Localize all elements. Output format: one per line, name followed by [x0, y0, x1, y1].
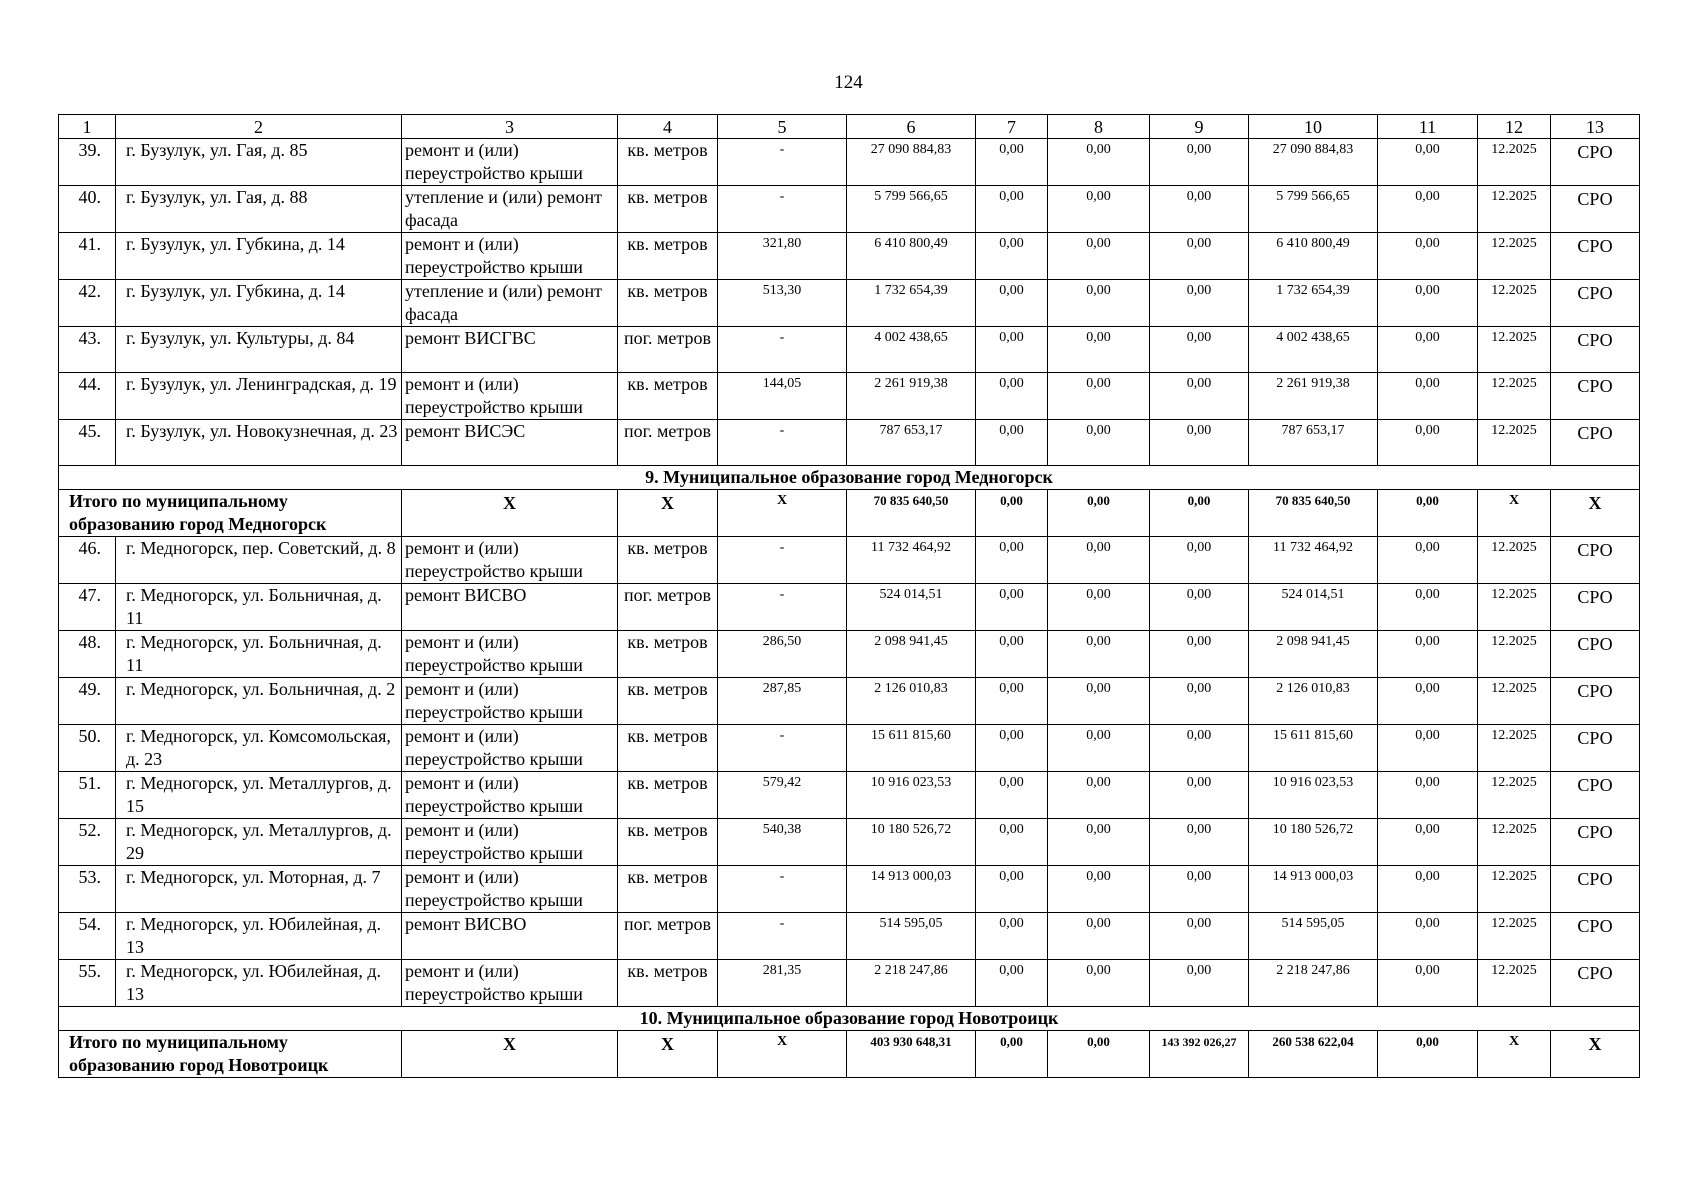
- total-cell: 403 930 648,31: [847, 1031, 976, 1078]
- total-cell: 0,00: [1378, 1031, 1478, 1078]
- fund-cell: 0,00: [976, 139, 1048, 186]
- owners-funds-cell: 514 595,05: [1249, 913, 1378, 960]
- total-cell: 70 835 640,50: [1249, 490, 1378, 537]
- unit-cell: кв. метров: [618, 631, 718, 678]
- unit-cell: пог. метров: [618, 913, 718, 960]
- table-row: [59, 725, 1640, 772]
- table-row: [59, 537, 1640, 584]
- unit-cell: кв. метров: [618, 537, 718, 584]
- contractor-cell: СРО: [1551, 819, 1640, 866]
- other-funds-cell: 0,00: [1378, 280, 1478, 327]
- total-label: Итого по муниципальному образованию город Новотроицк: [59, 1031, 402, 1078]
- budget-cell: 0,00: [1048, 631, 1150, 678]
- total-cost-cell: 514 595,05: [847, 913, 976, 960]
- table-row: [59, 327, 1640, 373]
- total-cost-cell: 6 410 800,49: [847, 233, 976, 280]
- local-budget-cell: 0,00: [1150, 913, 1249, 960]
- table-row: [59, 186, 1640, 233]
- work-type-cell: ремонт и (или) переустройство крыши: [402, 233, 618, 280]
- section-heading-row: [59, 1007, 1640, 1031]
- owners-funds-cell: 11 732 464,92: [1249, 537, 1378, 584]
- unit-cell: кв. метров: [618, 373, 718, 420]
- budget-cell: 0,00: [1048, 537, 1150, 584]
- fund-cell: 0,00: [976, 233, 1048, 280]
- total-cell: Х: [402, 1031, 618, 1078]
- deadline-cell: 12.2025: [1478, 725, 1551, 772]
- contractor-cell: СРО: [1551, 725, 1640, 772]
- budget-cell: 0,00: [1048, 772, 1150, 819]
- other-funds-cell: 0,00: [1378, 772, 1478, 819]
- total-cost-cell: 11 732 464,92: [847, 537, 976, 584]
- local-budget-cell: 0,00: [1150, 725, 1249, 772]
- address-cell: г. Медногорск, ул. Моторная, д. 7: [116, 866, 402, 913]
- contractor-cell: СРО: [1551, 420, 1640, 466]
- work-type-cell: ремонт ВИСЭС: [402, 420, 618, 466]
- owners-funds-cell: 1 732 654,39: [1249, 280, 1378, 327]
- other-funds-cell: 0,00: [1378, 186, 1478, 233]
- total-cell: 0,00: [976, 1031, 1048, 1078]
- buzuluk-rows: [59, 139, 1640, 466]
- total-cell: Х: [618, 1031, 718, 1078]
- deadline-cell: 12.2025: [1478, 631, 1551, 678]
- owners-funds-cell: 2 126 010,83: [1249, 678, 1378, 725]
- section-heading-row: [59, 466, 1640, 490]
- contractor-cell: СРО: [1551, 913, 1640, 960]
- work-type-cell: утепление и (или) ремонт фасада: [402, 186, 618, 233]
- row-number: 42.: [59, 280, 116, 327]
- total-cell: Х: [1478, 490, 1551, 537]
- owners-funds-cell: 27 090 884,83: [1249, 139, 1378, 186]
- owners-funds-cell: 2 098 941,45: [1249, 631, 1378, 678]
- total-cell: 260 538 622,04: [1249, 1031, 1378, 1078]
- column-header: 1: [59, 115, 116, 139]
- column-header: 2: [116, 115, 402, 139]
- budget-cell: 0,00: [1048, 327, 1150, 373]
- local-budget-cell: 0,00: [1150, 584, 1249, 631]
- other-funds-cell: 0,00: [1378, 420, 1478, 466]
- area-cell: -: [718, 327, 847, 373]
- address-cell: г. Бузулук, ул. Губкина, д. 14: [116, 280, 402, 327]
- fund-cell: 0,00: [976, 420, 1048, 466]
- budget-cell: 0,00: [1048, 678, 1150, 725]
- total-cell: Х: [1551, 490, 1640, 537]
- total-cost-cell: 1 732 654,39: [847, 280, 976, 327]
- deadline-cell: 12.2025: [1478, 373, 1551, 420]
- column-header: 7: [976, 115, 1048, 139]
- total-cell: 0,00: [1150, 490, 1249, 537]
- area-cell: 321,80: [718, 233, 847, 280]
- column-number-row: [59, 115, 1640, 139]
- other-funds-cell: 0,00: [1378, 866, 1478, 913]
- work-type-cell: ремонт и (или) переустройство крыши: [402, 772, 618, 819]
- total-cell: 70 835 640,50: [847, 490, 976, 537]
- work-type-cell: ремонт и (или) переустройство крыши: [402, 373, 618, 420]
- column-header: 13: [1551, 115, 1640, 139]
- address-cell: г. Бузулук, ул. Ленинградская, д. 19: [116, 373, 402, 420]
- budget-cell: 0,00: [1048, 584, 1150, 631]
- total-cost-cell: 14 913 000,03: [847, 866, 976, 913]
- budget-cell: 0,00: [1048, 866, 1150, 913]
- unit-cell: пог. метров: [618, 420, 718, 466]
- other-funds-cell: 0,00: [1378, 139, 1478, 186]
- address-cell: г. Бузулук, ул. Губкина, д. 14: [116, 233, 402, 280]
- unit-cell: кв. метров: [618, 960, 718, 1007]
- total-cell: Х: [1478, 1031, 1551, 1078]
- address-cell: г. Медногорск, ул. Больничная, д. 2: [116, 678, 402, 725]
- contractor-cell: СРО: [1551, 960, 1640, 1007]
- other-funds-cell: 0,00: [1378, 327, 1478, 373]
- area-cell: 287,85: [718, 678, 847, 725]
- work-type-cell: ремонт и (или) переустройство крыши: [402, 866, 618, 913]
- total-cell: 0,00: [976, 490, 1048, 537]
- row-number: 51.: [59, 772, 116, 819]
- fund-cell: 0,00: [976, 913, 1048, 960]
- area-cell: 286,50: [718, 631, 847, 678]
- fund-cell: 0,00: [976, 280, 1048, 327]
- row-number: 50.: [59, 725, 116, 772]
- unit-cell: кв. метров: [618, 139, 718, 186]
- owners-funds-cell: 524 014,51: [1249, 584, 1378, 631]
- section-heading: 9. Муниципальное образование город Медногорск: [59, 466, 1640, 490]
- contractor-cell: СРО: [1551, 678, 1640, 725]
- table-row: [59, 913, 1640, 960]
- contractor-cell: СРО: [1551, 537, 1640, 584]
- unit-cell: кв. метров: [618, 819, 718, 866]
- unit-cell: кв. метров: [618, 772, 718, 819]
- total-cost-cell: 2 098 941,45: [847, 631, 976, 678]
- work-type-cell: ремонт ВИСВО: [402, 584, 618, 631]
- local-budget-cell: 0,00: [1150, 186, 1249, 233]
- work-type-cell: ремонт и (или) переустройство крыши: [402, 960, 618, 1007]
- local-budget-cell: 0,00: [1150, 139, 1249, 186]
- contractor-cell: СРО: [1551, 139, 1640, 186]
- deadline-cell: 12.2025: [1478, 420, 1551, 466]
- table-row: [59, 584, 1640, 631]
- fund-cell: 0,00: [976, 373, 1048, 420]
- address-cell: г. Медногорск, ул. Металлургов, д. 15: [116, 772, 402, 819]
- total-cost-cell: 2 126 010,83: [847, 678, 976, 725]
- section-heading: 10. Муниципальное образование город Новотроицк: [59, 1007, 1640, 1031]
- deadline-cell: 12.2025: [1478, 678, 1551, 725]
- row-number: 40.: [59, 186, 116, 233]
- owners-funds-cell: 10 916 023,53: [1249, 772, 1378, 819]
- owners-funds-cell: 2 261 919,38: [1249, 373, 1378, 420]
- address-cell: г. Бузулук, ул. Гая, д. 85: [116, 139, 402, 186]
- local-budget-cell: 0,00: [1150, 420, 1249, 466]
- area-cell: -: [718, 725, 847, 772]
- budget-cell: 0,00: [1048, 186, 1150, 233]
- unit-cell: кв. метров: [618, 678, 718, 725]
- address-cell: г. Медногорск, ул. Юбилейная, д. 13: [116, 913, 402, 960]
- row-number: 41.: [59, 233, 116, 280]
- deadline-cell: 12.2025: [1478, 139, 1551, 186]
- column-header: 5: [718, 115, 847, 139]
- local-budget-cell: 0,00: [1150, 819, 1249, 866]
- column-header: 9: [1150, 115, 1249, 139]
- table-row: [59, 280, 1640, 327]
- contractor-cell: СРО: [1551, 233, 1640, 280]
- fund-cell: 0,00: [976, 631, 1048, 678]
- table-row: [59, 139, 1640, 186]
- row-number: 46.: [59, 537, 116, 584]
- deadline-cell: 12.2025: [1478, 537, 1551, 584]
- budget-cell: 0,00: [1048, 139, 1150, 186]
- deadline-cell: 12.2025: [1478, 584, 1551, 631]
- row-number: 39.: [59, 139, 116, 186]
- owners-funds-cell: 15 611 815,60: [1249, 725, 1378, 772]
- unit-cell: кв. метров: [618, 233, 718, 280]
- total-cost-cell: 15 611 815,60: [847, 725, 976, 772]
- section-10: [59, 1007, 1640, 1078]
- budget-cell: 0,00: [1048, 373, 1150, 420]
- address-cell: г. Медногорск, ул. Больничная, д. 11: [116, 584, 402, 631]
- local-budget-cell: 0,00: [1150, 631, 1249, 678]
- total-row: [59, 490, 1640, 537]
- total-cell: Х: [1551, 1031, 1640, 1078]
- row-number: 44.: [59, 373, 116, 420]
- column-header: 8: [1048, 115, 1150, 139]
- deadline-cell: 12.2025: [1478, 772, 1551, 819]
- area-cell: 281,35: [718, 960, 847, 1007]
- owners-funds-cell: 4 002 438,65: [1249, 327, 1378, 373]
- row-number: 47.: [59, 584, 116, 631]
- address-cell: г. Медногорск, пер. Советский, д. 8: [116, 537, 402, 584]
- budget-cell: 0,00: [1048, 233, 1150, 280]
- deadline-cell: 12.2025: [1478, 819, 1551, 866]
- other-funds-cell: 0,00: [1378, 631, 1478, 678]
- owners-funds-cell: 5 799 566,65: [1249, 186, 1378, 233]
- total-cell: 0,00: [1048, 490, 1150, 537]
- budget-cell: 0,00: [1048, 280, 1150, 327]
- unit-cell: пог. метров: [618, 584, 718, 631]
- area-cell: -: [718, 186, 847, 233]
- local-budget-cell: 0,00: [1150, 327, 1249, 373]
- area-cell: 579,42: [718, 772, 847, 819]
- fund-cell: 0,00: [976, 537, 1048, 584]
- contractor-cell: СРО: [1551, 327, 1640, 373]
- address-cell: г. Медногорск, ул. Больничная, д. 11: [116, 631, 402, 678]
- total-cell: Х: [618, 490, 718, 537]
- table-row: [59, 420, 1640, 466]
- total-label: Итого по муниципальному образованию город Медногорск: [59, 490, 402, 537]
- column-header: 10: [1249, 115, 1378, 139]
- total-cell: Х: [402, 490, 618, 537]
- deadline-cell: 12.2025: [1478, 866, 1551, 913]
- area-cell: 513,30: [718, 280, 847, 327]
- work-type-cell: ремонт ВИСГВС: [402, 327, 618, 373]
- total-cost-cell: 2 218 247,86: [847, 960, 976, 1007]
- total-cost-cell: 10 180 526,72: [847, 819, 976, 866]
- other-funds-cell: 0,00: [1378, 960, 1478, 1007]
- area-cell: -: [718, 537, 847, 584]
- table-row: [59, 819, 1640, 866]
- fund-cell: 0,00: [976, 725, 1048, 772]
- deadline-cell: 12.2025: [1478, 913, 1551, 960]
- column-header: 12: [1478, 115, 1551, 139]
- table-row: [59, 373, 1640, 420]
- table-row: [59, 233, 1640, 280]
- contractor-cell: СРО: [1551, 866, 1640, 913]
- table-row: [59, 678, 1640, 725]
- mednogorsk-rows: [59, 537, 1640, 1007]
- unit-cell: пог. метров: [618, 327, 718, 373]
- budget-cell: 0,00: [1048, 725, 1150, 772]
- other-funds-cell: 0,00: [1378, 725, 1478, 772]
- row-number: 52.: [59, 819, 116, 866]
- owners-funds-cell: 14 913 000,03: [1249, 866, 1378, 913]
- fund-cell: 0,00: [976, 960, 1048, 1007]
- row-number: 49.: [59, 678, 116, 725]
- contractor-cell: СРО: [1551, 772, 1640, 819]
- area-cell: 144,05: [718, 373, 847, 420]
- fund-cell: 0,00: [976, 327, 1048, 373]
- contractor-cell: СРО: [1551, 280, 1640, 327]
- other-funds-cell: 0,00: [1378, 233, 1478, 280]
- other-funds-cell: 0,00: [1378, 819, 1478, 866]
- address-cell: г. Медногорск, ул. Юбилейная, д. 13: [116, 960, 402, 1007]
- column-header: 3: [402, 115, 618, 139]
- total-cost-cell: 10 916 023,53: [847, 772, 976, 819]
- fund-cell: 0,00: [976, 819, 1048, 866]
- deadline-cell: 12.2025: [1478, 327, 1551, 373]
- total-cell: Х: [718, 490, 847, 537]
- unit-cell: кв. метров: [618, 725, 718, 772]
- total-cost-cell: 2 261 919,38: [847, 373, 976, 420]
- contractor-cell: СРО: [1551, 584, 1640, 631]
- total-cost-cell: 524 014,51: [847, 584, 976, 631]
- other-funds-cell: 0,00: [1378, 537, 1478, 584]
- work-type-cell: ремонт и (или) переустройство крыши: [402, 725, 618, 772]
- other-funds-cell: 0,00: [1378, 373, 1478, 420]
- contractor-cell: СРО: [1551, 631, 1640, 678]
- work-type-cell: ремонт и (или) переустройство крыши: [402, 631, 618, 678]
- column-header: 4: [618, 115, 718, 139]
- contractor-cell: СРО: [1551, 373, 1640, 420]
- total-cost-cell: 27 090 884,83: [847, 139, 976, 186]
- deadline-cell: 12.2025: [1478, 960, 1551, 1007]
- unit-cell: кв. метров: [618, 280, 718, 327]
- work-type-cell: утепление и (или) ремонт фасада: [402, 280, 618, 327]
- row-number: 55.: [59, 960, 116, 1007]
- address-cell: г. Медногорск, ул. Комсомольская, д. 23: [116, 725, 402, 772]
- work-type-cell: ремонт и (или) переустройство крыши: [402, 139, 618, 186]
- work-type-cell: ремонт и (или) переустройство крыши: [402, 537, 618, 584]
- address-cell: г. Бузулук, ул. Гая, д. 88: [116, 186, 402, 233]
- row-number: 43.: [59, 327, 116, 373]
- fund-cell: 0,00: [976, 866, 1048, 913]
- table-row: [59, 772, 1640, 819]
- total-cell: 0,00: [1048, 1031, 1150, 1078]
- table-row: [59, 866, 1640, 913]
- area-cell: -: [718, 866, 847, 913]
- total-cell: 143 392 026,27: [1150, 1031, 1249, 1078]
- local-budget-cell: 0,00: [1150, 678, 1249, 725]
- address-cell: г. Бузулук, ул. Культуры, д. 84: [116, 327, 402, 373]
- total-cell: Х: [718, 1031, 847, 1078]
- deadline-cell: 12.2025: [1478, 186, 1551, 233]
- local-budget-cell: 0,00: [1150, 373, 1249, 420]
- work-type-cell: ремонт и (или) переустройство крыши: [402, 819, 618, 866]
- row-number: 45.: [59, 420, 116, 466]
- budget-cell: 0,00: [1048, 420, 1150, 466]
- total-cell: 0,00: [1378, 490, 1478, 537]
- contractor-cell: СРО: [1551, 186, 1640, 233]
- area-cell: -: [718, 584, 847, 631]
- work-type-cell: ремонт ВИСВО: [402, 913, 618, 960]
- local-budget-cell: 0,00: [1150, 537, 1249, 584]
- work-type-cell: ремонт и (или) переустройство крыши: [402, 678, 618, 725]
- local-budget-cell: 0,00: [1150, 233, 1249, 280]
- budget-cell: 0,00: [1048, 960, 1150, 1007]
- owners-funds-cell: 10 180 526,72: [1249, 819, 1378, 866]
- column-header: 6: [847, 115, 976, 139]
- fund-cell: 0,00: [976, 678, 1048, 725]
- fund-cell: 0,00: [976, 186, 1048, 233]
- owners-funds-cell: 2 218 247,86: [1249, 960, 1378, 1007]
- area-cell: -: [718, 913, 847, 960]
- total-cost-cell: 787 653,17: [847, 420, 976, 466]
- section-9: [59, 466, 1640, 537]
- budget-cell: 0,00: [1048, 819, 1150, 866]
- deadline-cell: 12.2025: [1478, 280, 1551, 327]
- local-budget-cell: 0,00: [1150, 280, 1249, 327]
- owners-funds-cell: 787 653,17: [1249, 420, 1378, 466]
- address-cell: г. Медногорск, ул. Металлургов, д. 29: [116, 819, 402, 866]
- local-budget-cell: 0,00: [1150, 960, 1249, 1007]
- address-cell: г. Бузулук, ул. Новокузнечная, д. 23: [116, 420, 402, 466]
- total-cost-cell: 4 002 438,65: [847, 327, 976, 373]
- fund-cell: 0,00: [976, 772, 1048, 819]
- page-number: 124: [834, 72, 863, 93]
- area-cell: 540,38: [718, 819, 847, 866]
- total-cost-cell: 5 799 566,65: [847, 186, 976, 233]
- deadline-cell: 12.2025: [1478, 233, 1551, 280]
- other-funds-cell: 0,00: [1378, 678, 1478, 725]
- row-number: 54.: [59, 913, 116, 960]
- unit-cell: кв. метров: [618, 866, 718, 913]
- local-budget-cell: 0,00: [1150, 866, 1249, 913]
- repair-program-table: [58, 114, 1640, 1078]
- column-header: 11: [1378, 115, 1478, 139]
- unit-cell: кв. метров: [618, 186, 718, 233]
- area-cell: -: [718, 139, 847, 186]
- area-cell: -: [718, 420, 847, 466]
- row-number: 48.: [59, 631, 116, 678]
- table-row: [59, 631, 1640, 678]
- owners-funds-cell: 6 410 800,49: [1249, 233, 1378, 280]
- other-funds-cell: 0,00: [1378, 913, 1478, 960]
- total-row: [59, 1031, 1640, 1078]
- row-number: 53.: [59, 866, 116, 913]
- fund-cell: 0,00: [976, 584, 1048, 631]
- table-row: [59, 960, 1640, 1007]
- other-funds-cell: 0,00: [1378, 584, 1478, 631]
- local-budget-cell: 0,00: [1150, 772, 1249, 819]
- budget-cell: 0,00: [1048, 913, 1150, 960]
